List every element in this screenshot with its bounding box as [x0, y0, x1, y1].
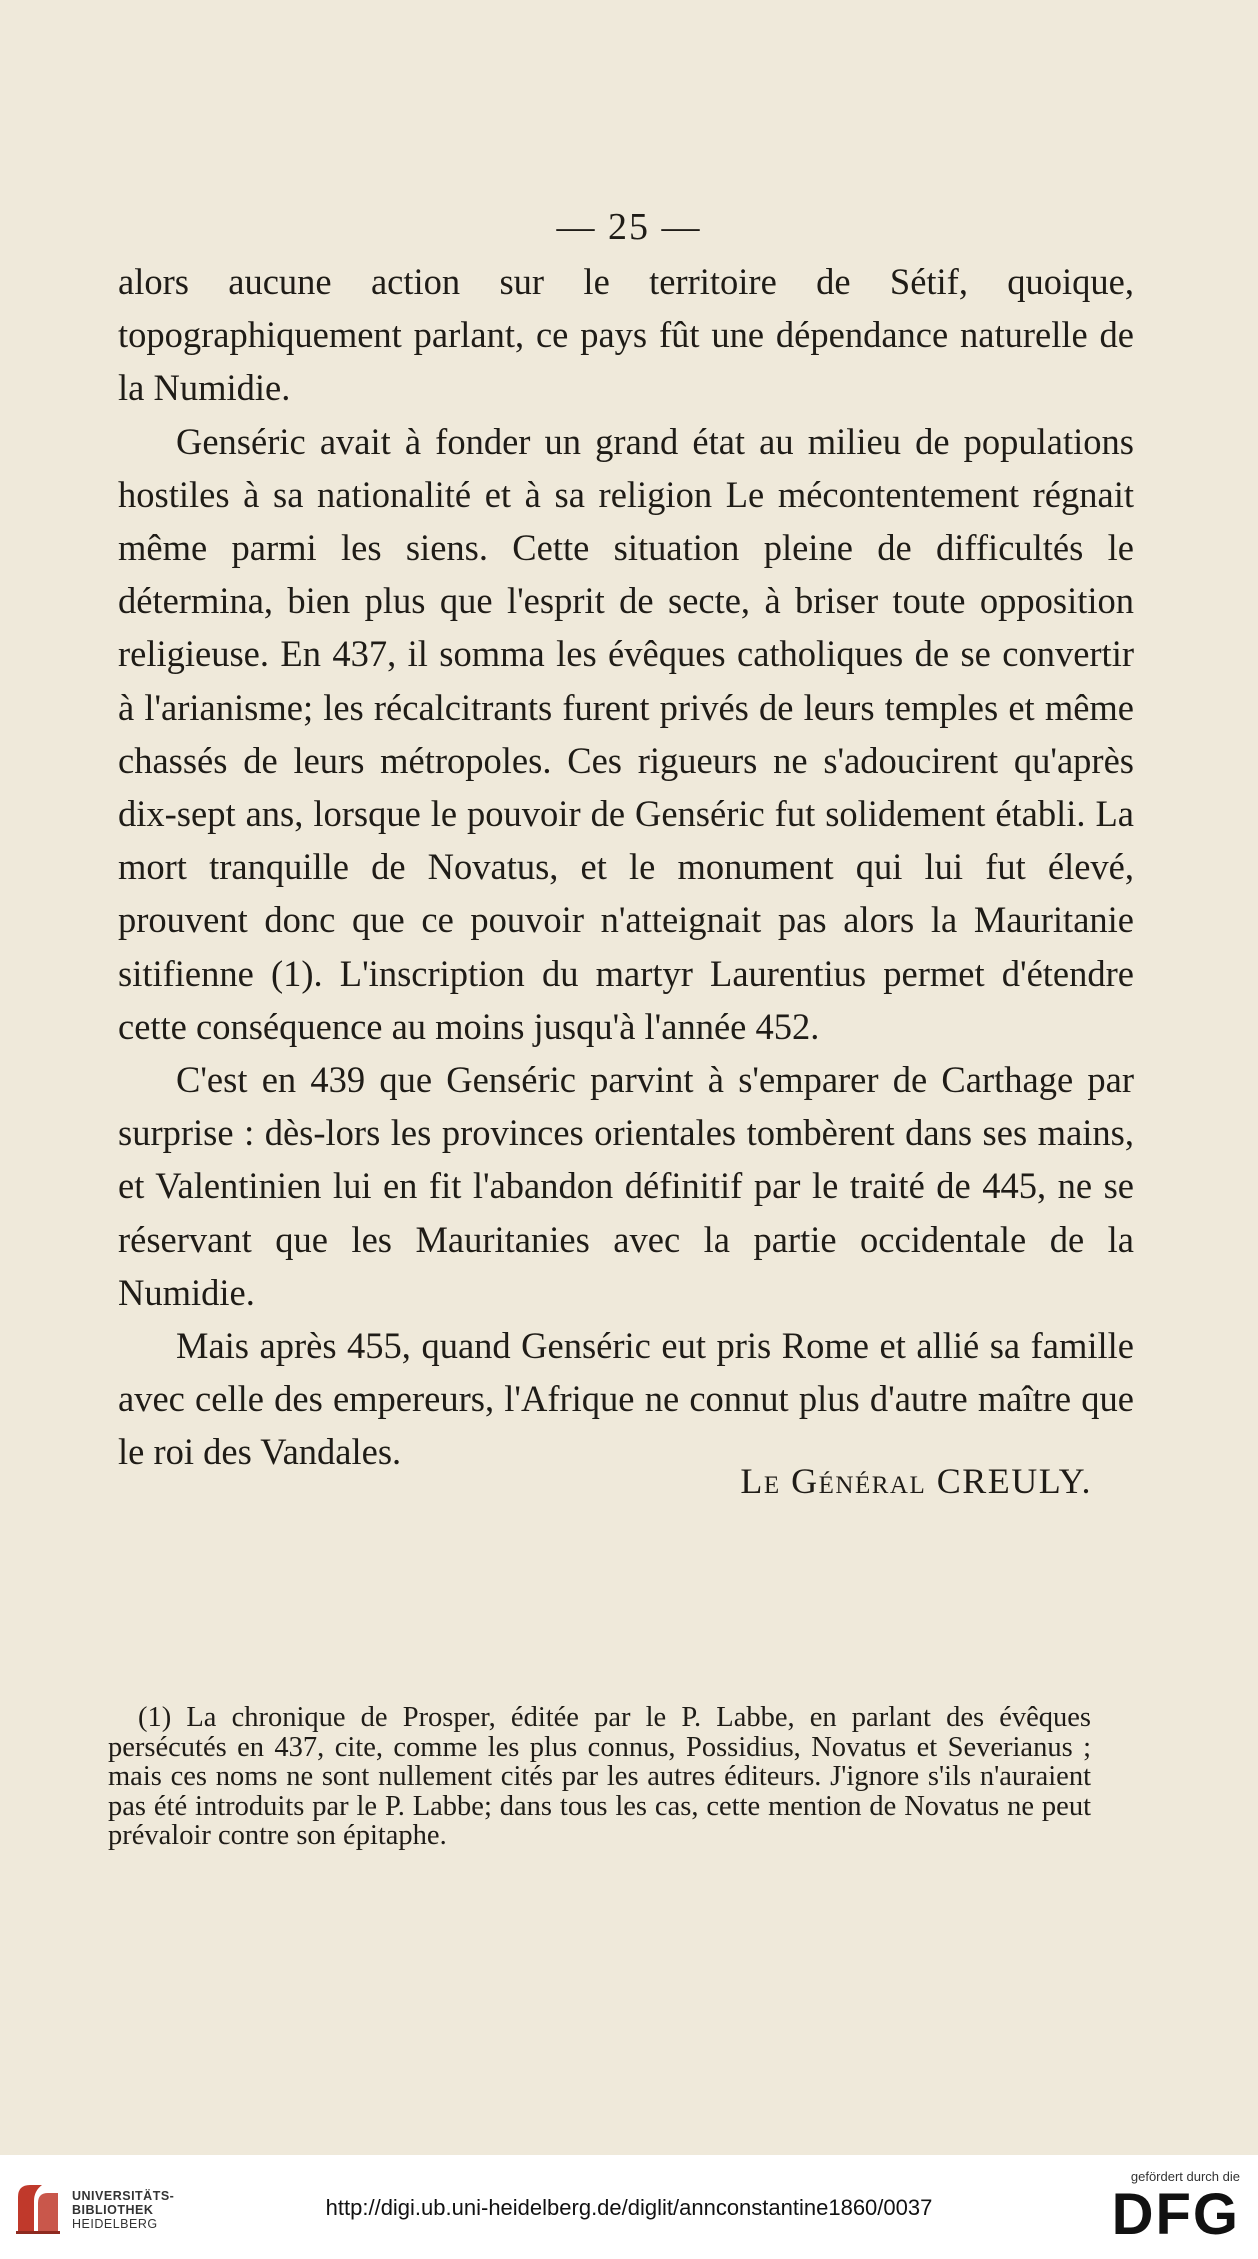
dfg-logo[interactable]: DFG — [1111, 2182, 1240, 2247]
funder-credit — [1090, 2169, 1240, 2246]
body-text — [118, 255, 1134, 1479]
paragraph-3: C'est en 439 que Genséric parvint à s'emparer de Carthage par surprise : dès-lors les provinces orientales tombèrent dans ses mains, et Valentinien lui en fit l'abandon définitif par le traité de 445, ne se réservant que les Mauritanies avec la partie occidentale de la Numidie. — [118, 1059, 1134, 1313]
library-name-line-2: BIBLIOTHEK — [72, 2203, 154, 2217]
funding-caption: gefördert durch die — [1130, 2169, 1240, 2184]
footnote — [108, 1703, 1091, 1851]
library-name-line-3: HEIDELBERG — [72, 2217, 158, 2231]
page-number: — 25 — — [556, 206, 702, 248]
footer-bar — [0, 2155, 1258, 2259]
paragraph-1: alors aucune action sur le territoire de Sétif, quoique, topographiquement parlant, ce pays fût une dépendance naturelle de la Numidie. — [118, 261, 1134, 409]
library-name-line-1: UNIVERSITÄTS- — [72, 2189, 175, 2203]
signature-name: CREULY. — [936, 1461, 1092, 1501]
paragraph-2: Genséric avait à fonder un grand état au milieu de populations hostiles à sa nationalité et à sa religion Le mécontentement régnait même parmi les siens. Cette situation pleine de difficultés le détermina, bien plus que l'esprit de secte, à briser toute opposition religieuse. En 437, il somma les évêques catholiques de se convertir à l'arianisme; les récalcitrants furent privés de leurs temples et même chassés de leurs métropoles. Ces rigueurs ne s'adoucirent qu'après dix-sept ans, lorsque le pouvoir de Genséric fut solidement établi. La mort tranquille de Novatus, et le monument qui lui fut élevé, prouvent donc que ce pouvoir n'atteignait pas alors la Mauritanie sitifienne (1). L'inscription du martyr Laurentius permet d'étendre cette conséquence au moins jusqu'à l'année 452. — [118, 420, 1134, 1047]
permalink-url[interactable]: http://digi.ub.uni-heidelberg.de/diglit/annconstantine1860/0037 — [325, 2195, 933, 2220]
paragraph-4: Mais après 455, quand Genséric eut pris Rome et allié sa famille avec celle des empereurs, l'Afrique ne connut plus d'autre maître que le roi des Vandales. — [118, 1325, 1134, 1473]
footnote-text: (1) La chronique de Prosper, éditée par le P. Labbe, en parlant des évêques persécutés en 437, cite, comme les plus connus, Possidius, Novatus et Severianus ; mais ces noms ne sont nullement cités par les autres éditeurs. J'ignore s'ils n'auraient pas été introduits par le P. Labbe; dans tous les cas, cette mention de Novatus ne peut prévaloir contre son épitaphe. — [108, 1702, 1091, 1851]
signature-title: Le Général — [740, 1461, 927, 1501]
signature — [0, 1460, 1092, 1502]
